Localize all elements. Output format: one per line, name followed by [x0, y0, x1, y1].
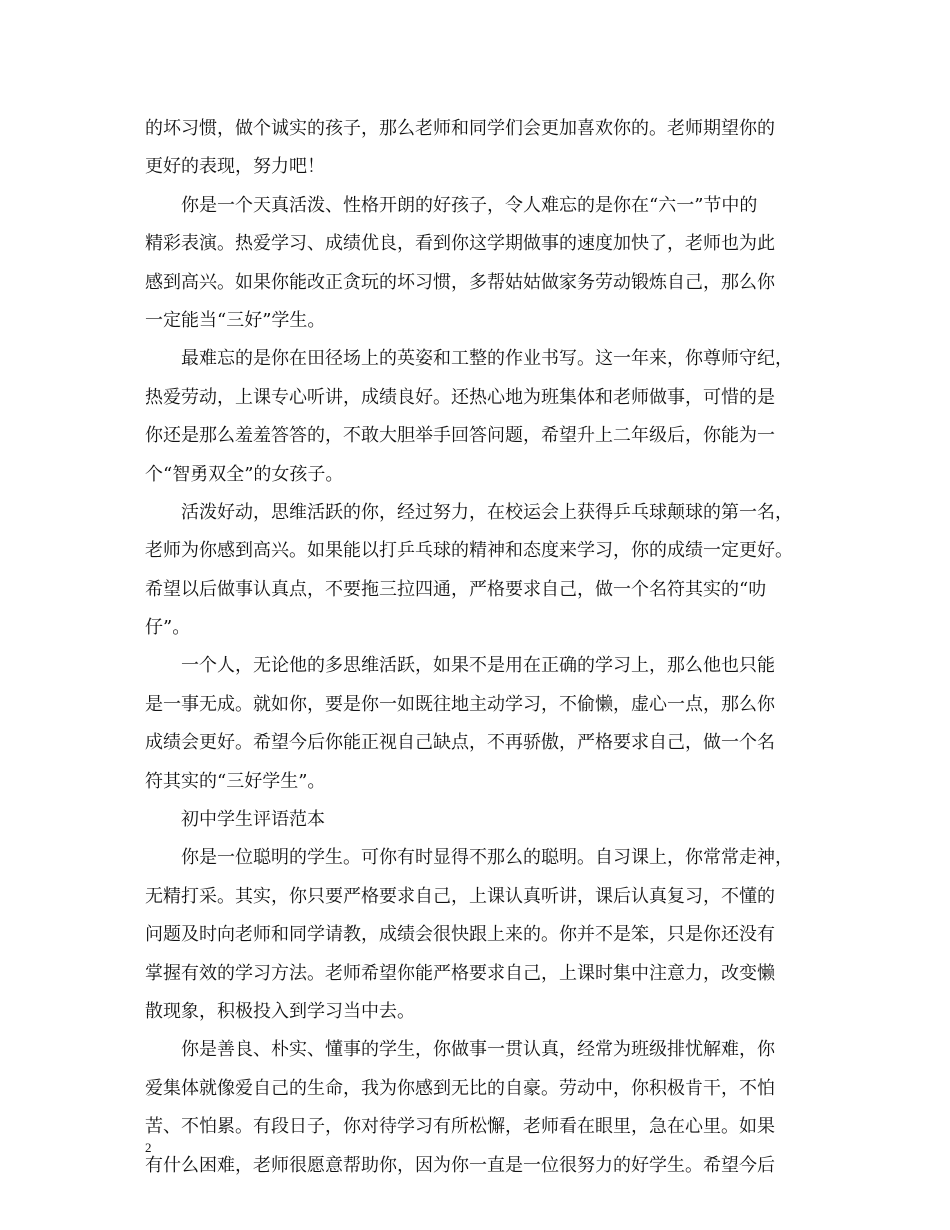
text-line: 成绩会更好。希望今后你能正视自己缺点，不再骄傲，严格要求自己，做一个名: [145, 732, 775, 754]
text-line: 无精打采。其实，你只要严格要求自己，上课认真听讲，课后认真复习，不懂的: [145, 885, 775, 907]
text-line: 符其实的“三好学生”。: [145, 770, 326, 792]
text-line: 希望以后做事认真点，不要拖三拉四通，严格要求自己，做一个名符其实的“叻: [145, 578, 767, 600]
text-line: 老师为你感到高兴。如果能以打乒乓球的精神和态度来学习，你的成绩一定更好。: [145, 540, 793, 562]
text-line: 初中学生评语范本: [181, 809, 325, 831]
text-line: 有什么困难，老师很愿意帮助你，因为你一直是一位很努力的好学生。希望今后: [145, 1154, 775, 1176]
text-line: 你是一个天真活泼、性格开朗的好孩子，令人难忘的是你在“六一”节中的: [181, 194, 758, 216]
text-line: 问题及时向老师和同学请教，成绩会很快跟上来的。你并不是笨，只是你还没有: [145, 924, 775, 946]
text-line: 你是一位聪明的学生。可你有时显得不那么的聪明。自习课上，你常常走神，: [181, 847, 793, 869]
text-line: 活泼好动，思维活跃的你，经过努力，在校运会上获得乒乓球颠球的第一名，: [181, 501, 793, 523]
text-line: 仔”。: [145, 617, 191, 639]
text-line: 感到高兴。如果你能改正贪玩的坏习惯，多帮姑姑做家务劳动锻炼自己，那么你: [145, 271, 775, 293]
page-number: 2: [145, 1140, 152, 1155]
text-line: 精彩表演。热爱学习、成绩优良，看到你这学期做事的速度加快了，老师也为此: [145, 233, 775, 255]
text-line: 是一事无成。就如你，要是你一如既往地主动学习，不偷懒，虚心一点，那么你: [145, 693, 775, 715]
text-line: 掌握有效的学习方法。老师希望你能严格要求自己，上课时集中注意力，改变懒: [145, 962, 775, 984]
text-line: 的坏习惯，做个诚实的孩子，那么老师和同学们会更加喜欢你的。老师期望你的: [145, 118, 775, 139]
text-line: 最难忘的是你在田径场上的英姿和工整的作业书写。这一年来，你尊师守纪，: [181, 348, 793, 370]
document-body: [145, 110, 820, 1185]
text-line: 一个人，无论他的多思维活跃，如果不是用在正确的学习上，那么他也只能: [181, 655, 775, 677]
text-line: 你是善良、朴实、懂事的学生，你做事一贯认真，经常为班级排忧解难，你: [181, 1039, 775, 1061]
text-line: 个“智勇双全”的女孩子。: [145, 463, 344, 485]
text-line: 苦、不怕累。有段日子，你对待学习有所松懈，老师看在眼里，急在心里。如果: [145, 1116, 775, 1138]
text-line: 热爱劳动，上课专心听讲，成绩良好。还热心地为班集体和老师做事，可惜的是: [145, 386, 775, 408]
text-line: 散现象，积极投入到学习当中去。: [145, 1000, 415, 1022]
text-line: 一定能当“三好”学生。: [145, 309, 326, 331]
text-line: 更好的表现，努力吧！: [145, 156, 325, 178]
text-line: 你还是那么羞羞答答的，不敢大胆举手回答问题，希望升上二年级后，你能为一: [145, 425, 775, 447]
text-line: 爱集体就像爱自己的生命，我为你感到无比的自豪。劳动中，你积极肯干，不怕: [145, 1077, 775, 1099]
